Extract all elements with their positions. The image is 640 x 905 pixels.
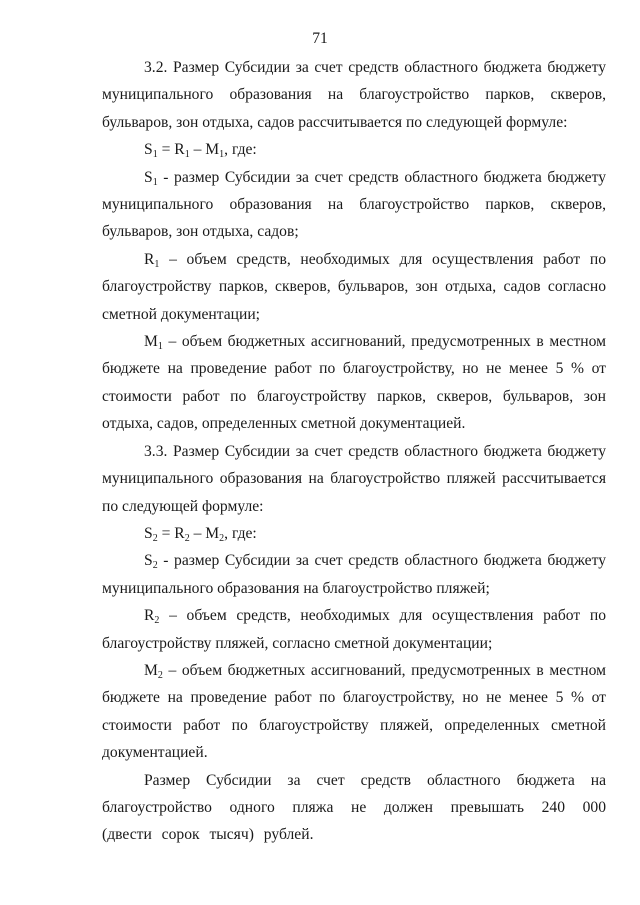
- definition-r2-text: – объем средств, необходимых для осуществления работ по благоустройству пляжей, согласно сметной документации;: [102, 607, 606, 652]
- formula-s2-minus: – M: [189, 524, 220, 542]
- formula-s2-r-sub: 2: [184, 532, 190, 544]
- definition-s2: [102, 547, 606, 602]
- definition-m1: [102, 328, 606, 438]
- definition-m1-symbol: M: [144, 333, 158, 351]
- definition-r1: [102, 246, 606, 328]
- formula-s1-s: S: [144, 141, 153, 159]
- formula-s1-m-sub: 1: [219, 149, 225, 161]
- formula-s2-tail: , где:: [224, 524, 257, 542]
- definition-m2-text: – объем бюджетных ассигнований, предусмотренных в местном бюджете на проведение работ по благоустройству, но не менее 5 % от стоимости работ по благоустройству пляжей, определенных сметной документацией.: [102, 661, 606, 762]
- definition-s2-sub: 2: [152, 560, 158, 572]
- page-number: 71: [312, 30, 328, 47]
- paragraph-3-2: 3.2. Размер Субсидии за счет средств областного бюджета бюджету муниципального образования на благоустройство парков, скверов, бульваров, зон отдыха, садов рассчитывается по следующей формуле:: [102, 59, 606, 131]
- definition-s2-symbol: S: [144, 552, 153, 570]
- formula-s1: [102, 136, 606, 163]
- definition-m2: [102, 657, 606, 767]
- definition-r1-sub: 1: [154, 258, 160, 270]
- definition-s2-text: - размер Субсидии за счет средств областного бюджета бюджету муниципального образования на благоустройство пляжей;: [102, 552, 606, 597]
- document-body: [102, 54, 606, 849]
- definition-s1: [102, 164, 606, 246]
- formula-s2-m-sub: 2: [219, 532, 225, 544]
- definition-r1-symbol: R: [144, 250, 155, 268]
- formula-s2-eq: = R: [157, 524, 185, 542]
- definition-r1-text: – объем средств, необходимых для осуществления работ по благоустройству парков, скверов, бульваров, зон отдыха, садов согласно сметной документации;: [102, 250, 606, 323]
- paragraph-3-3: 3.3. Размер Субсидии за счет средств областного бюджета бюджету муниципального образования на благоустройство пляжей рассчитывается по следующей формуле:: [102, 442, 606, 515]
- formula-s1-tail: , где:: [224, 141, 257, 159]
- definition-s1-text: - размер Субсидии за счет средств областного бюджета бюджету муниципального образования на благоустройство парков, скверов, бульваров, зон отдыха, садов;: [102, 168, 606, 241]
- formula-s1-r-sub: 1: [184, 149, 190, 161]
- definition-s1-symbol: S: [144, 168, 153, 186]
- definition-r2: [102, 602, 606, 657]
- formula-s1-minus: – M: [189, 141, 220, 159]
- formula-s1-s-sub: 1: [152, 149, 158, 161]
- formula-s1-eq: = R: [157, 141, 185, 159]
- formula-s2-s: S: [144, 524, 153, 542]
- definition-m1-sub: 1: [157, 341, 163, 353]
- definition-m2-sub: 2: [157, 669, 163, 681]
- formula-s2: [102, 520, 606, 547]
- definition-r2-sub: 2: [154, 615, 160, 627]
- formula-s2-s-sub: 2: [152, 532, 158, 544]
- definition-m2-symbol: M: [144, 661, 158, 679]
- definition-m1-text: – объем бюджетных ассигнований, предусмотренных в местном бюджете на проведение работ по благоустройству, но не менее 5 % от стоимости работ по благоустройству парков, скверов, бульваров, зон отдыха, садов, определенных сметной документацией.: [102, 333, 606, 433]
- definition-s1-sub: 1: [152, 176, 158, 188]
- paragraph-subsidy-limit: Размер Субсидии за счет средств областного бюджета на благоустройство одного пляжа не должен превышать 240 000 (двести сорок тысяч) рублей.: [102, 771, 606, 844]
- definition-r2-symbol: R: [144, 607, 155, 625]
